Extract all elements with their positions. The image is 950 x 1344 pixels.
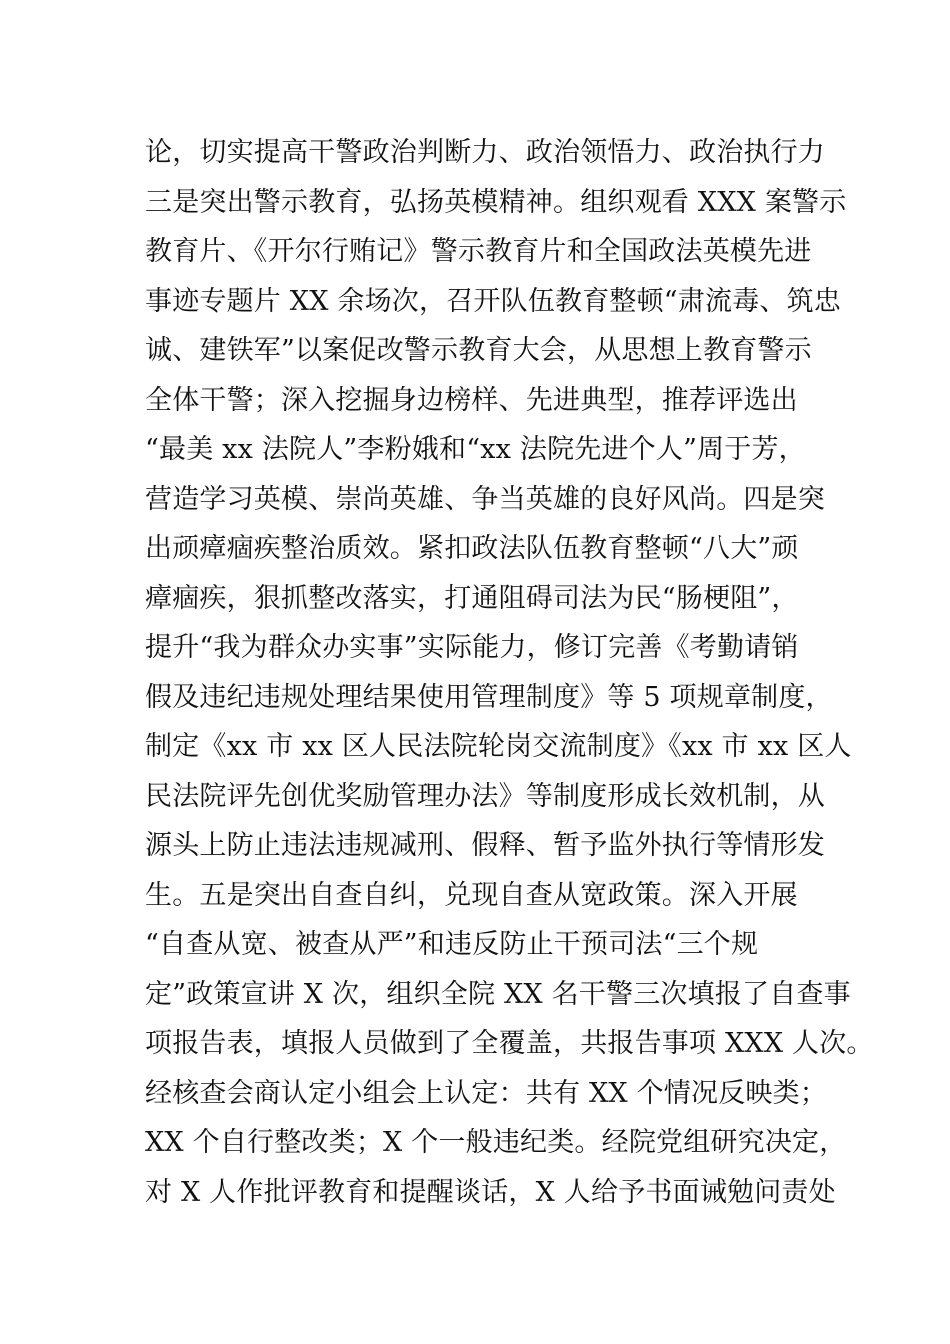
text-line: 诚、建铁军”以案促改警示教育大会，从思想上教育警示 — [145, 335, 812, 366]
text-line: 定”政策宣讲 X 次，组织全院 XX 名干警三次填报了自查事 — [145, 978, 851, 1010]
text-line: “最美 xx 法院人”李粉娥和“xx 法院先进个人”周于芳， — [145, 434, 806, 465]
text-line: 源头上防止违法违规减刑、假释、暂予监外执行等情形发 — [145, 830, 825, 861]
text-line: 经核查会商认定小组会上认定：共有 XX 个情况反映类； — [145, 1077, 828, 1109]
text-line: 制定《xx 市 xx 区人民法院轮岗交流制度》《xx 市 xx 区人 — [145, 731, 852, 762]
text-line: 三是突出警示教育，弘扬英模精神。组织观看 XXX 案警示 — [145, 186, 847, 218]
text-line: 生。五是突出自查自纠，兑现自查从宽政策。深入开展 — [145, 879, 798, 911]
text-line: 事迹专题片 XX 余场次，召开队伍教育整顿“肃流毒、筑忠 — [145, 285, 842, 317]
text-line: 假及违纪违规处理结果使用管理制度》等 5 项规章制度， — [145, 681, 833, 713]
text-line: 项报告表，填报人员做到了全覆盖，共报告事项 XXX 人次。 — [145, 1028, 874, 1059]
text-line: 对 X 人作批评教育和提醒谈话，X 人给予书面诫勉问责处 — [145, 1176, 836, 1208]
text-line: 教育片、《开尔行贿记》警示教育片和全国政法英模先进 — [145, 236, 812, 267]
text-line: 营造学习英模、崇尚英雄、争当英雄的良好风尚。四是突 — [145, 483, 825, 515]
text-line: 论，切实提高干警政治判断力、政治领悟力、政治执行力 — [145, 137, 825, 168]
text-line: 出顽瘴痼疾整治质效。紧扣政法队伍教育整顿“八大”顽 — [145, 533, 799, 564]
text-line: 提升“我为群众办实事”实际能力，修订完善《考勤请销 — [145, 632, 799, 663]
text-line: 民法院评先创优奖励管理办法》等制度形成长效机制，从 — [145, 780, 825, 812]
text-line: 瘴痼疾，狠抓整改落实，打通阻碍司法为民“肠梗阻”， — [145, 582, 799, 614]
text-line: “自查从宽、被查从严”和违反防止干预司法“三个规 — [145, 929, 759, 960]
body-text — [145, 128, 874, 1217]
text-line: 全体干警；深入挖掘身边榜样、先进典型，推荐评选出 — [145, 384, 798, 416]
text-line: XX 个自行整改类；X 个一般违纪类。经院党组研究决定， — [145, 1127, 847, 1158]
